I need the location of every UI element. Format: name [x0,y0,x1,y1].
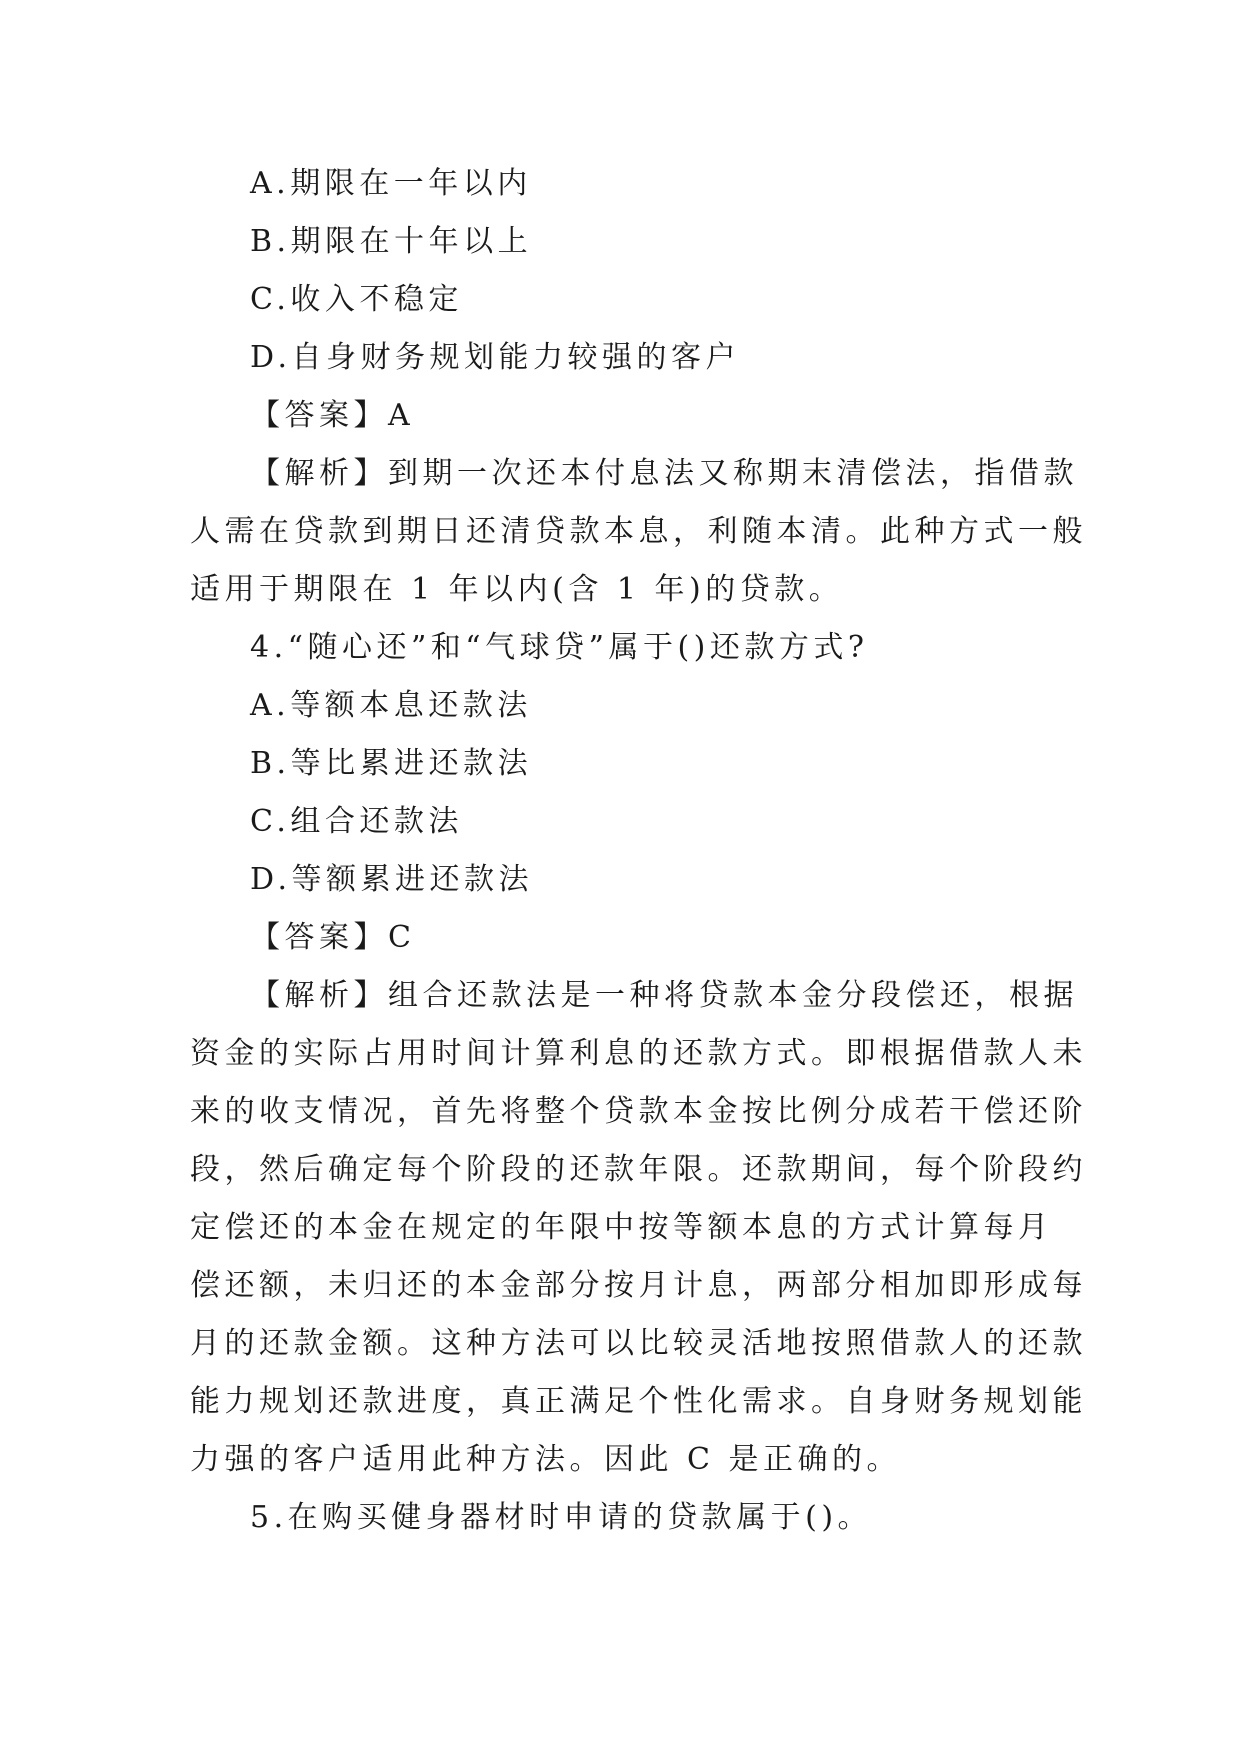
option-b-q3: B.期限在十年以上 [250,224,533,259]
explanation-q4-line-5: 定偿还的本金在规定的年限中按等额本息的方式计算每月 [190,1210,1053,1245]
answer-q3: 【答案】A [250,398,415,433]
explanation-q4-line-2: 资金的实际占用时间计算利息的还款方式。即根据借款人未 [190,1036,1087,1071]
option-d-q4: D.等额累进还款法 [250,862,534,897]
option-a-q3: A.期限在一年以内 [250,166,532,201]
explanation-q3-line-1: 【解析】到期一次还本付息法又称期末清偿法，指借款 [250,456,1078,491]
explanation-q4-line-9: 力强的客户适用此种方法。因此 C 是正确的。 [190,1442,902,1477]
explanation-q4-line-3: 来的收支情况，首先将整个贷款本金按比例分成若干偿还阶 [190,1094,1087,1129]
answer-q4: 【答案】C [250,920,416,955]
explanation-q4-line-4: 段，然后确定每个阶段的还款年限。还款期间，每个阶段约 [190,1152,1087,1187]
option-c-q3: C.收入不稳定 [250,282,463,317]
explanation-q3-line-2: 人需在贷款到期日还清贷款本息，利随本清。此种方式一般 [190,514,1087,549]
explanation-q3-line-3: 适用于期限在 1 年以内(含 1 年)的贷款。 [190,572,844,607]
explanation-q4-line-6: 偿还额，未归还的本金部分按月计息，两部分相加即形成每 [190,1268,1087,1303]
option-d-q3: D.自身财务规划能力较强的客户 [250,340,741,375]
explanation-q4-line-1: 【解析】组合还款法是一种将贷款本金分段偿还，根据 [250,978,1078,1013]
question-4: 4.“随心还”和“气球贷”属于()还款方式? [250,630,869,665]
option-a-q4: A.等额本息还款法 [250,688,532,723]
explanation-q4-line-8: 能力规划还款进度，真正满足个性化需求。自身财务规划能 [190,1384,1087,1419]
question-5: 5.在购买健身器材时申请的贷款属于()。 [250,1500,873,1535]
option-b-q4: B.等比累进还款法 [250,746,533,781]
option-c-q4: C.组合还款法 [250,804,463,839]
explanation-q4-line-7: 月的还款金额。这种方法可以比较灵活地按照借款人的还款 [190,1326,1087,1361]
